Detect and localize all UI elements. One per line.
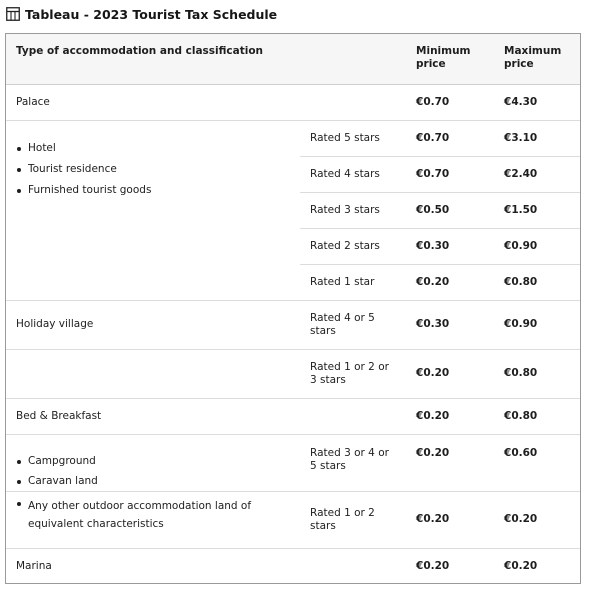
table-caption xyxy=(6,4,277,24)
min-price-cell: €0.20 xyxy=(416,559,450,572)
table-row-holiday-village-4-5 xyxy=(6,300,580,349)
table-header-row xyxy=(6,34,580,84)
header-maximum-price: Maximum price xyxy=(494,34,580,84)
class-cell: Rated 4 or 5 stars xyxy=(310,311,375,337)
class-cell xyxy=(300,398,406,434)
max-price-cell: €0.80 xyxy=(504,367,538,379)
class-cell: Rated 3 or 4 or 5 stars xyxy=(310,446,389,472)
max-price-cell: €0.20 xyxy=(504,559,538,572)
type-cell xyxy=(6,491,300,548)
max-price-cell: €2.40 xyxy=(504,167,538,180)
min-price-cell: €0.20 xyxy=(416,275,450,288)
max-price-cell: €0.80 xyxy=(504,409,538,422)
min-price-cell: €0.30 xyxy=(416,318,450,330)
tourist-tax-table-container xyxy=(5,33,581,584)
table-row-palace xyxy=(6,84,580,120)
min-price-cell: €0.20 xyxy=(416,446,450,459)
min-price-cell: €0.70 xyxy=(416,95,450,108)
type-cell xyxy=(6,434,300,491)
min-price-cell: €0.20 xyxy=(416,409,450,422)
list-item: Hotel xyxy=(28,142,290,155)
table-caption-text: Tableau - 2023 Tourist Tax Schedule xyxy=(25,6,278,22)
list-item: Tourist residence xyxy=(28,163,290,176)
table-icon xyxy=(6,7,20,21)
max-price-cell: €0.90 xyxy=(504,239,538,252)
type-cell xyxy=(6,349,300,398)
type-cell: Marina xyxy=(16,559,52,572)
class-cell: Rated 2 stars xyxy=(310,239,380,252)
type-cell-hotel-group xyxy=(6,120,300,300)
table-row-holiday-village-1-3 xyxy=(6,349,580,398)
max-price-cell: €0.90 xyxy=(504,318,538,330)
min-price-cell: €0.50 xyxy=(416,203,450,216)
class-cell: Rated 1 or 2 or 3 stars xyxy=(310,360,389,386)
list-item: Campground xyxy=(28,455,290,468)
campground-type-list xyxy=(16,455,290,488)
table-row-campground xyxy=(6,434,580,491)
max-price-cell: €0.80 xyxy=(504,275,538,288)
max-price-cell: €0.20 xyxy=(504,513,538,525)
header-accommodation-type: Type of accommodation and classification xyxy=(6,34,406,84)
class-cell xyxy=(300,548,406,584)
max-price-cell: €4.30 xyxy=(504,95,538,108)
type-cell: Holiday village xyxy=(16,318,94,330)
class-cell: Rated 1 star xyxy=(310,275,375,288)
type-cell: Bed & Breakfast xyxy=(16,409,102,422)
min-price-cell: €0.30 xyxy=(416,239,450,252)
header-minimum-price: Minimum price xyxy=(406,34,494,84)
class-cell: Rated 3 stars xyxy=(310,203,380,216)
tourist-tax-table xyxy=(6,34,580,584)
table-row-bed-breakfast xyxy=(6,398,580,434)
table-row-marina xyxy=(6,548,580,584)
hotel-type-list xyxy=(16,142,290,197)
min-price-cell: €0.70 xyxy=(416,131,450,144)
list-item: Caravan land xyxy=(28,475,290,488)
list-item: Furnished tourist goods xyxy=(28,184,290,197)
max-price-cell: €1.50 xyxy=(504,203,538,216)
class-cell xyxy=(300,84,406,120)
table-row-other-outdoor xyxy=(6,491,580,548)
class-cell: Rated 5 stars xyxy=(310,131,380,144)
type-cell: Palace xyxy=(16,95,50,108)
class-cell: Rated 4 stars xyxy=(310,167,380,180)
list-item: Any other outdoor accommodation land of equivalent characteristics xyxy=(28,497,260,533)
table-row-rated-5 xyxy=(6,120,580,156)
min-price-cell: €0.70 xyxy=(416,167,450,180)
max-price-cell: €3.10 xyxy=(504,131,538,144)
class-cell: Rated 1 or 2 stars xyxy=(310,506,375,532)
min-price-cell: €0.20 xyxy=(416,513,450,525)
min-price-cell: €0.20 xyxy=(416,367,450,379)
max-price-cell: €0.60 xyxy=(504,446,538,459)
outdoor-type-list xyxy=(16,497,260,533)
